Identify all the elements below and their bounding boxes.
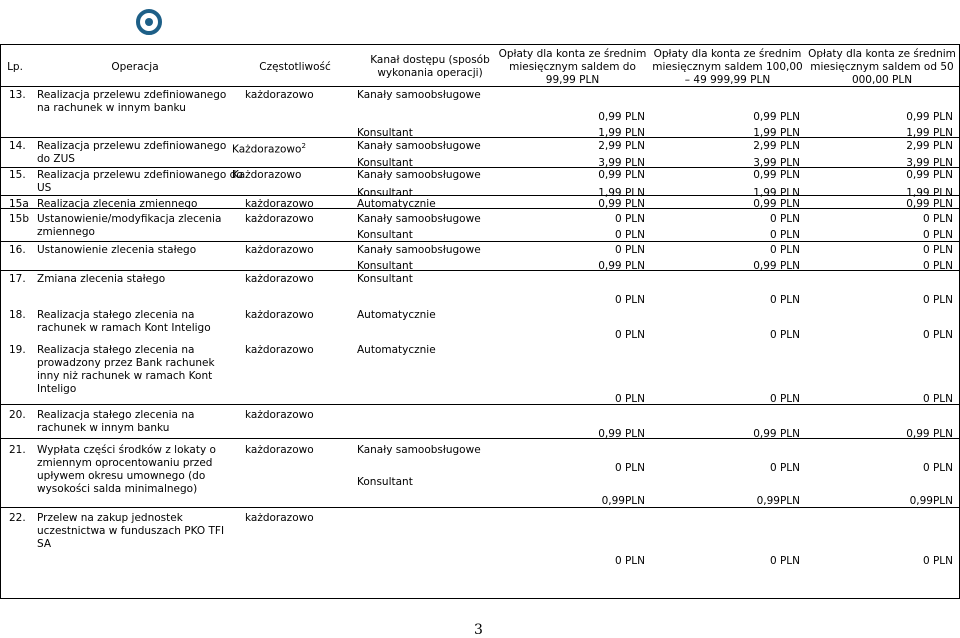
row-18-frequency: [245, 309, 314, 322]
row-15-fee: 1,99 PLN: [753, 187, 800, 199]
row-22-fee: 0 PLN: [922, 555, 953, 567]
row-15a-fee: 0,99 PLN: [906, 198, 953, 210]
row-15-operation: Realizacja przelewu zdefiniowanego do US: [37, 169, 243, 194]
row-18-lp: 18.: [9, 309, 26, 321]
row-22-lp: 22.: [9, 512, 26, 524]
row-19-channel: Automatycznie: [357, 344, 436, 356]
row-15b-frequency-text: każdorazowo: [245, 213, 314, 225]
row-15b-fee: 0 PLN: [769, 229, 800, 241]
row-19-fee: 0 PLN: [769, 393, 800, 405]
row-20-lp: 20.: [9, 409, 26, 421]
row-22-fee: 0 PLN: [769, 555, 800, 567]
row-13-fee: 1,99 PLN: [906, 127, 953, 139]
row-13-fee: 0,99 PLN: [598, 111, 645, 123]
header-lp: Lp.: [7, 61, 23, 73]
row-16-frequency-text: każdorazowo: [245, 244, 314, 256]
bank-logo-icon: [136, 9, 162, 35]
row-15a-frequency: [245, 198, 314, 211]
row-15b-fee: 0 PLN: [614, 229, 645, 241]
row-22-operation: Przelew na zakup jednostek uczestnictwa w funduszach PKO TFI SA: [37, 512, 225, 550]
header-col2: Opłaty dla konta ze średnim miesięcznym saldem 100,00 – 49 999,99 PLN: [652, 48, 803, 86]
row-15b-fee: 0 PLN: [614, 213, 645, 225]
row-15a-operation: Realizacja zlecenia zmiennego: [37, 198, 198, 210]
row-16-frequency: [245, 244, 314, 257]
row-19-fee: 0 PLN: [922, 393, 953, 405]
row-20-frequency: [245, 409, 314, 422]
row-16-channel: Kanały samoobsługowe: [357, 244, 481, 256]
row-20-fee: 0,99 PLN: [906, 428, 953, 440]
grid-line: [0, 404, 960, 405]
row-14-frequency: [232, 140, 306, 157]
grid-line: [0, 598, 960, 599]
row-14-channel: Konsultant: [357, 157, 413, 169]
row-13-fee: 1,99 PLN: [598, 127, 645, 139]
row-14-fee: 3,99 PLN: [906, 157, 953, 169]
row-13-channel: Kanały samoobsługowe: [357, 89, 481, 101]
row-15b-fee: 0 PLN: [922, 229, 953, 241]
row-17-fee: 0 PLN: [614, 294, 645, 306]
row-15-channel: Kanały samoobsługowe: [357, 169, 481, 181]
row-22-fee: 0 PLN: [614, 555, 645, 567]
row-15-channel: Konsultant: [357, 187, 413, 199]
row-15a-frequency-text: każdorazowo: [245, 198, 314, 210]
row-14-fee: 2,99 PLN: [598, 140, 645, 152]
row-15a-channel: Automatycznie: [357, 198, 436, 210]
grid-line: [0, 44, 960, 45]
row-19-operation: Realizacja stałego zlecenia na prowadzony przez Bank rachunek inny niż rachunek w ramach Kont Inteligo: [37, 344, 215, 395]
row-13-frequency-text: każdorazowo: [245, 89, 314, 101]
row-14-channel: Kanały samoobsługowe: [357, 140, 481, 152]
grid-line: [0, 270, 960, 271]
row-14-fee: 3,99 PLN: [598, 157, 645, 169]
row-21-fee: 0,99PLN: [756, 495, 800, 507]
row-17-fee: 0 PLN: [922, 294, 953, 306]
row-22-frequency: [245, 512, 314, 525]
row-16-fee: 0 PLN: [922, 244, 953, 256]
row-15b-channel: Kanały samoobsługowe: [357, 213, 481, 225]
row-15a-fee: 0,99 PLN: [598, 198, 645, 210]
page-number: 3: [474, 622, 483, 638]
row-17-channel: Konsultant: [357, 273, 413, 285]
grid-line: [0, 167, 960, 168]
grid-line: [0, 137, 960, 138]
row-19-frequency-text: każdorazowo: [245, 344, 314, 356]
row-15-lp: 15.: [9, 169, 26, 181]
grid-line: [0, 241, 960, 242]
row-15a-lp: 15a: [9, 198, 29, 210]
row-19-fee: 0 PLN: [614, 393, 645, 405]
row-15b-channel: Konsultant: [357, 229, 413, 241]
row-15-fee: 0,99 PLN: [906, 169, 953, 181]
header-operacja: Operacja: [111, 61, 159, 73]
row-21-channel: Kanały samoobsługowe: [357, 444, 481, 456]
row-15-fee: 1,99 PLN: [906, 187, 953, 199]
row-16-lp: 16.: [9, 244, 26, 256]
grid-line: [0, 86, 960, 87]
row-14-operation: Realizacja przelewu zdefiniowanego do ZUS: [37, 140, 227, 165]
grid-line: [0, 438, 960, 439]
row-18-channel: Automatycznie: [357, 309, 436, 321]
grid-line: [0, 507, 960, 508]
row-14-fee: 2,99 PLN: [906, 140, 953, 152]
row-17-fee: 0 PLN: [769, 294, 800, 306]
row-13-lp: 13.: [9, 89, 26, 101]
row-18-fee: 0 PLN: [769, 329, 800, 341]
row-17-operation: Zmiana zlecenia stałego: [37, 273, 166, 285]
row-16-fee: 0 PLN: [769, 244, 800, 256]
row-21-fee: 0 PLN: [769, 462, 800, 474]
row-15-fee: 1,99 PLN: [598, 187, 645, 199]
row-15b-lp: 15b: [9, 213, 30, 225]
row-14-fee: 2,99 PLN: [753, 140, 800, 152]
row-15-frequency: [232, 169, 301, 182]
row-13-channel: Konsultant: [357, 127, 413, 139]
row-18-fee: 0 PLN: [614, 329, 645, 341]
row-16-fee: 0 PLN: [614, 244, 645, 256]
row-19-frequency: [245, 344, 314, 357]
row-17-frequency-text: każdorazowo: [245, 273, 314, 285]
row-15b-fee: 0 PLN: [769, 213, 800, 225]
header-kanal: Kanał dostępu (sposób wykonania operacji): [370, 54, 490, 79]
row-14-lp: 14.: [9, 140, 26, 152]
row-18-fee: 0 PLN: [922, 329, 953, 341]
row-21-frequency-text: każdorazowo: [245, 444, 314, 456]
row-21-fee: 0,99PLN: [601, 495, 645, 507]
row-16-channel: Konsultant: [357, 260, 413, 272]
row-21-frequency: [245, 444, 314, 457]
row-21-channel: Konsultant: [357, 476, 413, 488]
row-13-fee: 0,99 PLN: [906, 111, 953, 123]
grid-line: [0, 44, 1, 599]
row-15-frequency-text: Każdorazowo: [232, 169, 302, 181]
row-13-operation: Realizacja przelewu zdefiniowanego na rachunek w innym banku: [37, 89, 227, 114]
row-21-fee: 0,99PLN: [909, 495, 953, 507]
grid-line: [0, 208, 960, 209]
row-18-frequency-text: każdorazowo: [245, 309, 314, 321]
grid-line: [0, 195, 960, 196]
row-21-fee: 0 PLN: [922, 462, 953, 474]
row-18-operation: Realizacja stałego zlecenia na rachunek w ramach Kont Inteligo: [37, 309, 211, 334]
row-15b-operation: Ustanowienie/modyfikacja zlecenia zmiennego: [37, 213, 222, 238]
row-16-fee: 0,99 PLN: [753, 260, 800, 272]
row-20-fee: 0,99 PLN: [753, 428, 800, 440]
row-15-fee: 0,99 PLN: [753, 169, 800, 181]
row-14-frequency-text: Każdorazowo: [232, 143, 302, 156]
header-col3: Opłaty dla konta ze średnim miesięcznym saldem od 50 000,00 PLN: [808, 48, 956, 86]
row-20-operation: Realizacja stałego zlecenia na rachunek w innym banku: [37, 409, 195, 434]
row-13-fee: 0,99 PLN: [753, 111, 800, 123]
row-17-lp: 17.: [9, 273, 26, 285]
row-21-operation: Wypłata części środków z lokaty o zmiennym oprocentowaniu przed upływem okresu umownego (do wysokości salda minimalnego): [37, 444, 216, 495]
row-20-frequency-text: każdorazowo: [245, 409, 314, 421]
row-16-fee: 0 PLN: [922, 260, 953, 272]
row-13-fee: 1,99 PLN: [753, 127, 800, 139]
row-19-lp: 19.: [9, 344, 26, 356]
row-13-frequency: [245, 89, 314, 102]
header-czestotliwosc: Częstotliwość: [259, 61, 331, 73]
row-17-frequency: [245, 273, 314, 286]
row-20-fee: 0,99 PLN: [598, 428, 645, 440]
row-15b-fee: 0 PLN: [922, 213, 953, 225]
row-21-fee: 0 PLN: [614, 462, 645, 474]
footnote-marker: 2: [301, 142, 306, 150]
header-col1: Opłaty dla konta ze średnim miesięcznym saldem do 99,99 PLN: [498, 48, 647, 86]
row-15-fee: 0,99 PLN: [598, 169, 645, 181]
row-21-lp: 21.: [9, 444, 26, 456]
row-16-operation: Ustanowienie zlecenia stałego: [37, 244, 197, 256]
row-22-frequency-text: każdorazowo: [245, 512, 314, 524]
row-15b-frequency: [245, 213, 314, 226]
row-14-fee: 3,99 PLN: [753, 157, 800, 169]
row-16-fee: 0,99 PLN: [598, 260, 645, 272]
row-15a-fee: 0,99 PLN: [753, 198, 800, 210]
